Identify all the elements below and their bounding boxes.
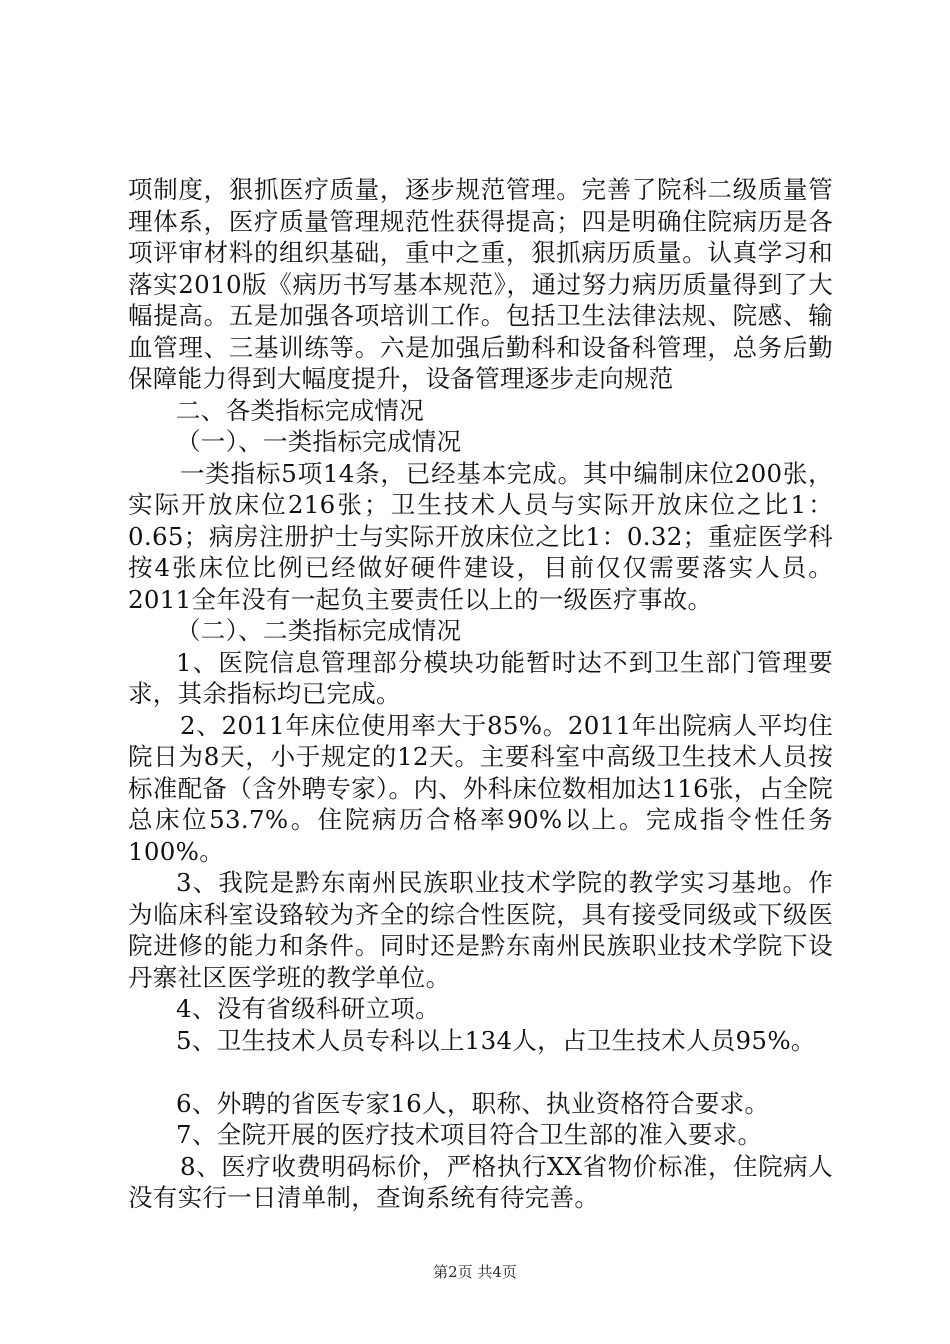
list-item-5: 5、卫生技术人员专科以上134人，占卫生技术人员95%。 — [176, 1025, 816, 1055]
list-item-6: 6、外聘的省医专家16人，职称、执业资格符合要求。 — [176, 1088, 770, 1118]
list-item-8: 8、医疗收费明码标价，严格执行XX省物价标准，住院病人没有实行一日清单制，查询系统有待完善。 — [128, 1151, 833, 1212]
list-item-2: 2、2011年床位使用率大于85%。2011年出院病人平均住院日为8天，小于规定的12天。主要科室中高级卫生技术人员按标准配备（含外聘专家）。内、外科床位数相加达116张，占全院总床位53.7%。住院病历合格率90%以上。完成指令性任务100%。 — [128, 710, 834, 866]
list-item-7: 7、全院开展的医疗技术项目符合卫生部的准入要求。 — [176, 1120, 763, 1149]
list-item-3: 3、我院是黔东南州民族职业技术学院的教学实习基地。作为临床科室设臵较为齐全的综合性医院，具有接受同级或下级医院进修的能力和条件。同时还是黔东南州民族职业技术学院下设丹寨社区医学班的教学单位。 — [128, 868, 833, 992]
paragraph-management-summary: 项制度，狠抓医疗质量，逐步规范管理。完善了院科二级质量管理体系，医疗质量管理规范性获得提高；四是明确住院病历是各项评审材料的组织基础，重中之重，狠抓病历质量。认真学习和落实2010版《病历书写基本规范》，通过努力病历质量得到了大幅提高。五是加强各项培训工作。包括卫生法律法规、院感、输血管理、三基训练等。六是加强后勤科和设备科管理，总务后勤保障能力得到大幅度提升，设备管理逐步走向规范 — [128, 175, 833, 393]
section-heading-indicators: 二、各类指标完成情况 — [176, 395, 424, 425]
paragraph-class-one-indicators: 一类指标5项14条，已经基本完成。其中编制床位200张，实际开放床位216张；卫生技术人员与实际开放床位之比1：0.65；病房注册护士与实际开放床位之比1：0.32；重症医学科按4张床位比例已经做好硬件建设，目前仅仅需要落实人员。2011全年没有一起负主要责任以上的一级医疗事故。 — [128, 458, 833, 614]
document-body — [128, 174, 833, 1214]
subsection-heading-class-two: （二）、二类指标完成情况 — [176, 616, 462, 645]
list-item-4: 4、没有省级科研立项。 — [176, 994, 440, 1023]
blank-line — [128, 1056, 833, 1088]
list-item-1: 1、医院信息管理部分模块功能暂时达不到卫生部门管理要求，其余指标均已完成。 — [128, 647, 833, 708]
page-footer: 第2页 共4页 — [433, 1263, 517, 1281]
subsection-heading-class-one: （一）、一类指标完成情况 — [176, 427, 462, 456]
